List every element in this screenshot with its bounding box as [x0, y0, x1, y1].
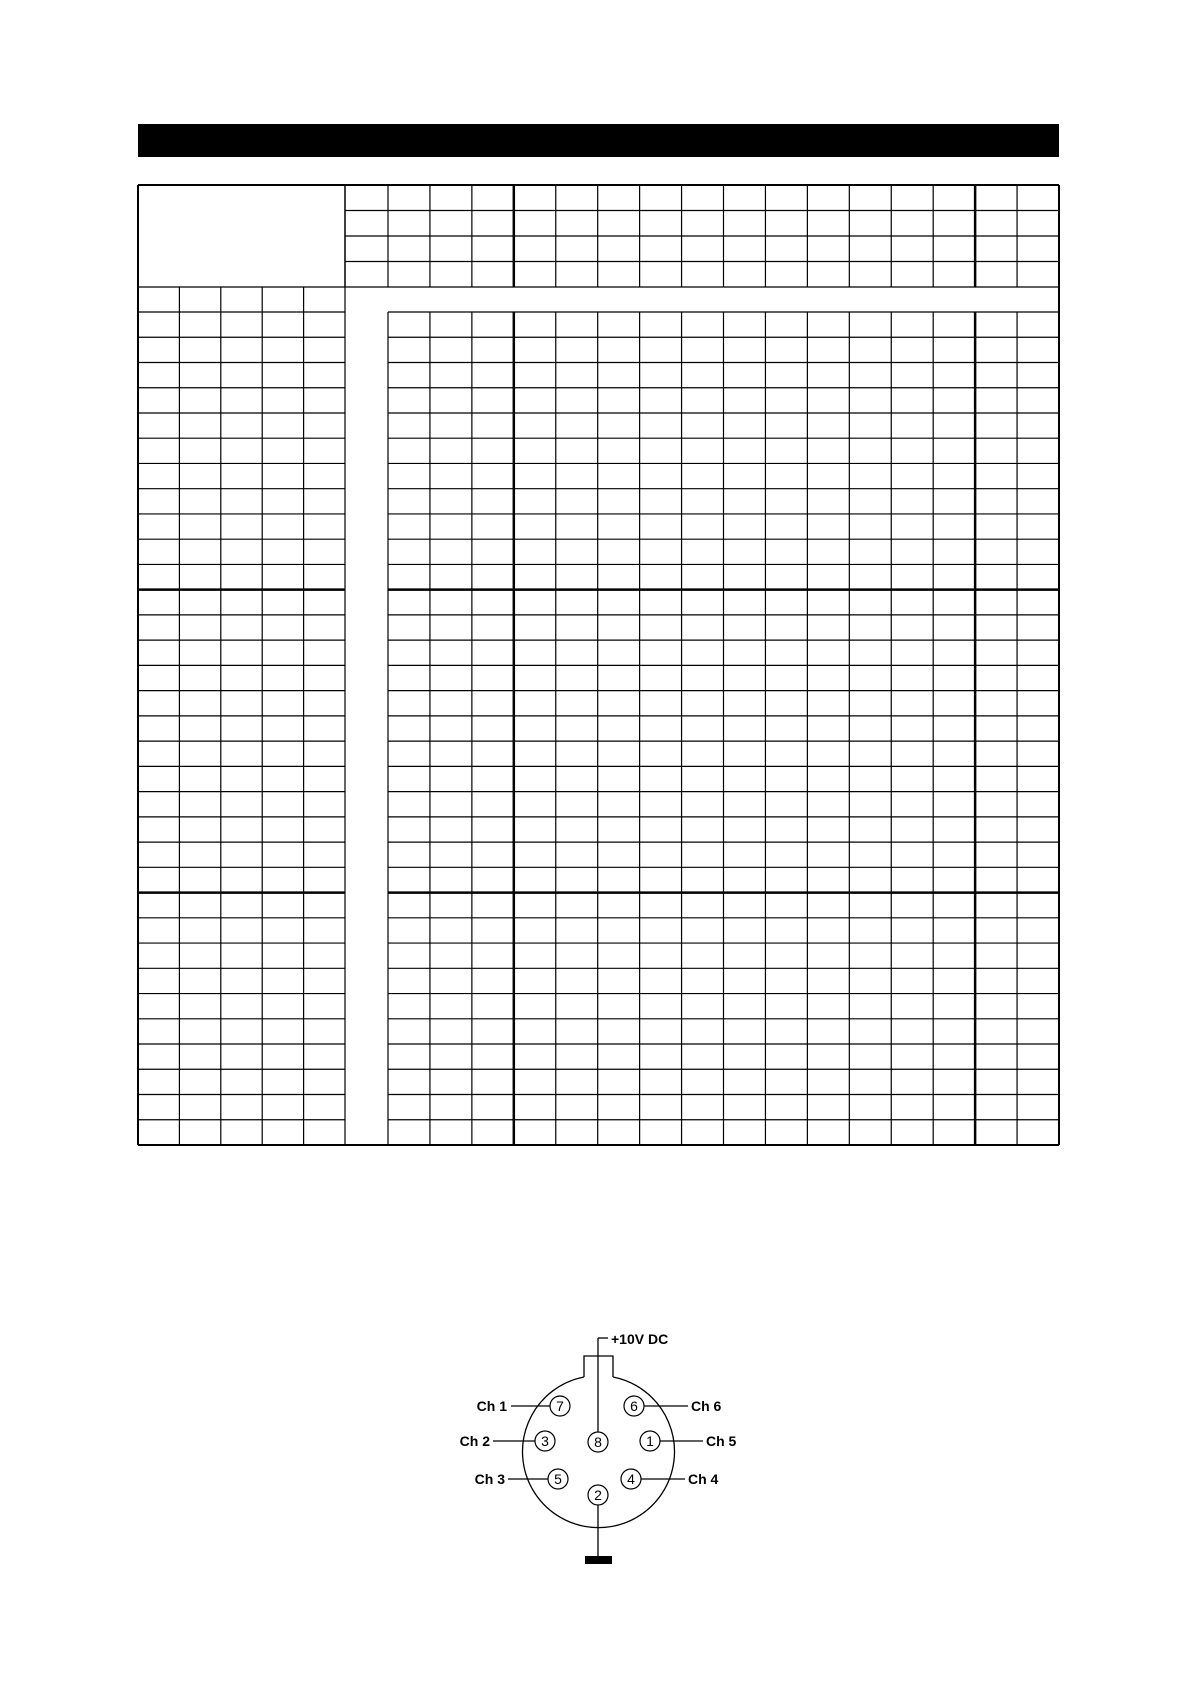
power-label: +10V DC [611, 1331, 669, 1347]
pin-4 [621, 1469, 641, 1489]
label-ch4: Ch 4 [688, 1471, 719, 1487]
pin-3 [535, 1431, 555, 1451]
svg-text:6: 6 [630, 1398, 638, 1414]
svg-text:1: 1 [646, 1433, 654, 1449]
pin-5 [548, 1469, 568, 1489]
pin-6 [624, 1396, 644, 1416]
pin-7 [550, 1396, 570, 1416]
label-ch5: Ch 5 [706, 1433, 737, 1449]
svg-text:5: 5 [554, 1471, 562, 1487]
label-ch2: Ch 2 [459, 1433, 490, 1449]
pin-1 [640, 1431, 660, 1451]
label-ch3: Ch 3 [474, 1471, 505, 1487]
label-ch6: Ch 6 [691, 1398, 722, 1414]
pin-2 [588, 1485, 608, 1505]
svg-text:8: 8 [594, 1434, 602, 1450]
ground-symbol [585, 1556, 612, 1564]
svg-text:3: 3 [541, 1433, 549, 1449]
pin-8 [588, 1432, 608, 1452]
svg-text:7: 7 [556, 1398, 564, 1414]
svg-text:2: 2 [594, 1487, 602, 1503]
svg-text:4: 4 [627, 1471, 635, 1487]
label-ch1: Ch 1 [476, 1398, 507, 1414]
